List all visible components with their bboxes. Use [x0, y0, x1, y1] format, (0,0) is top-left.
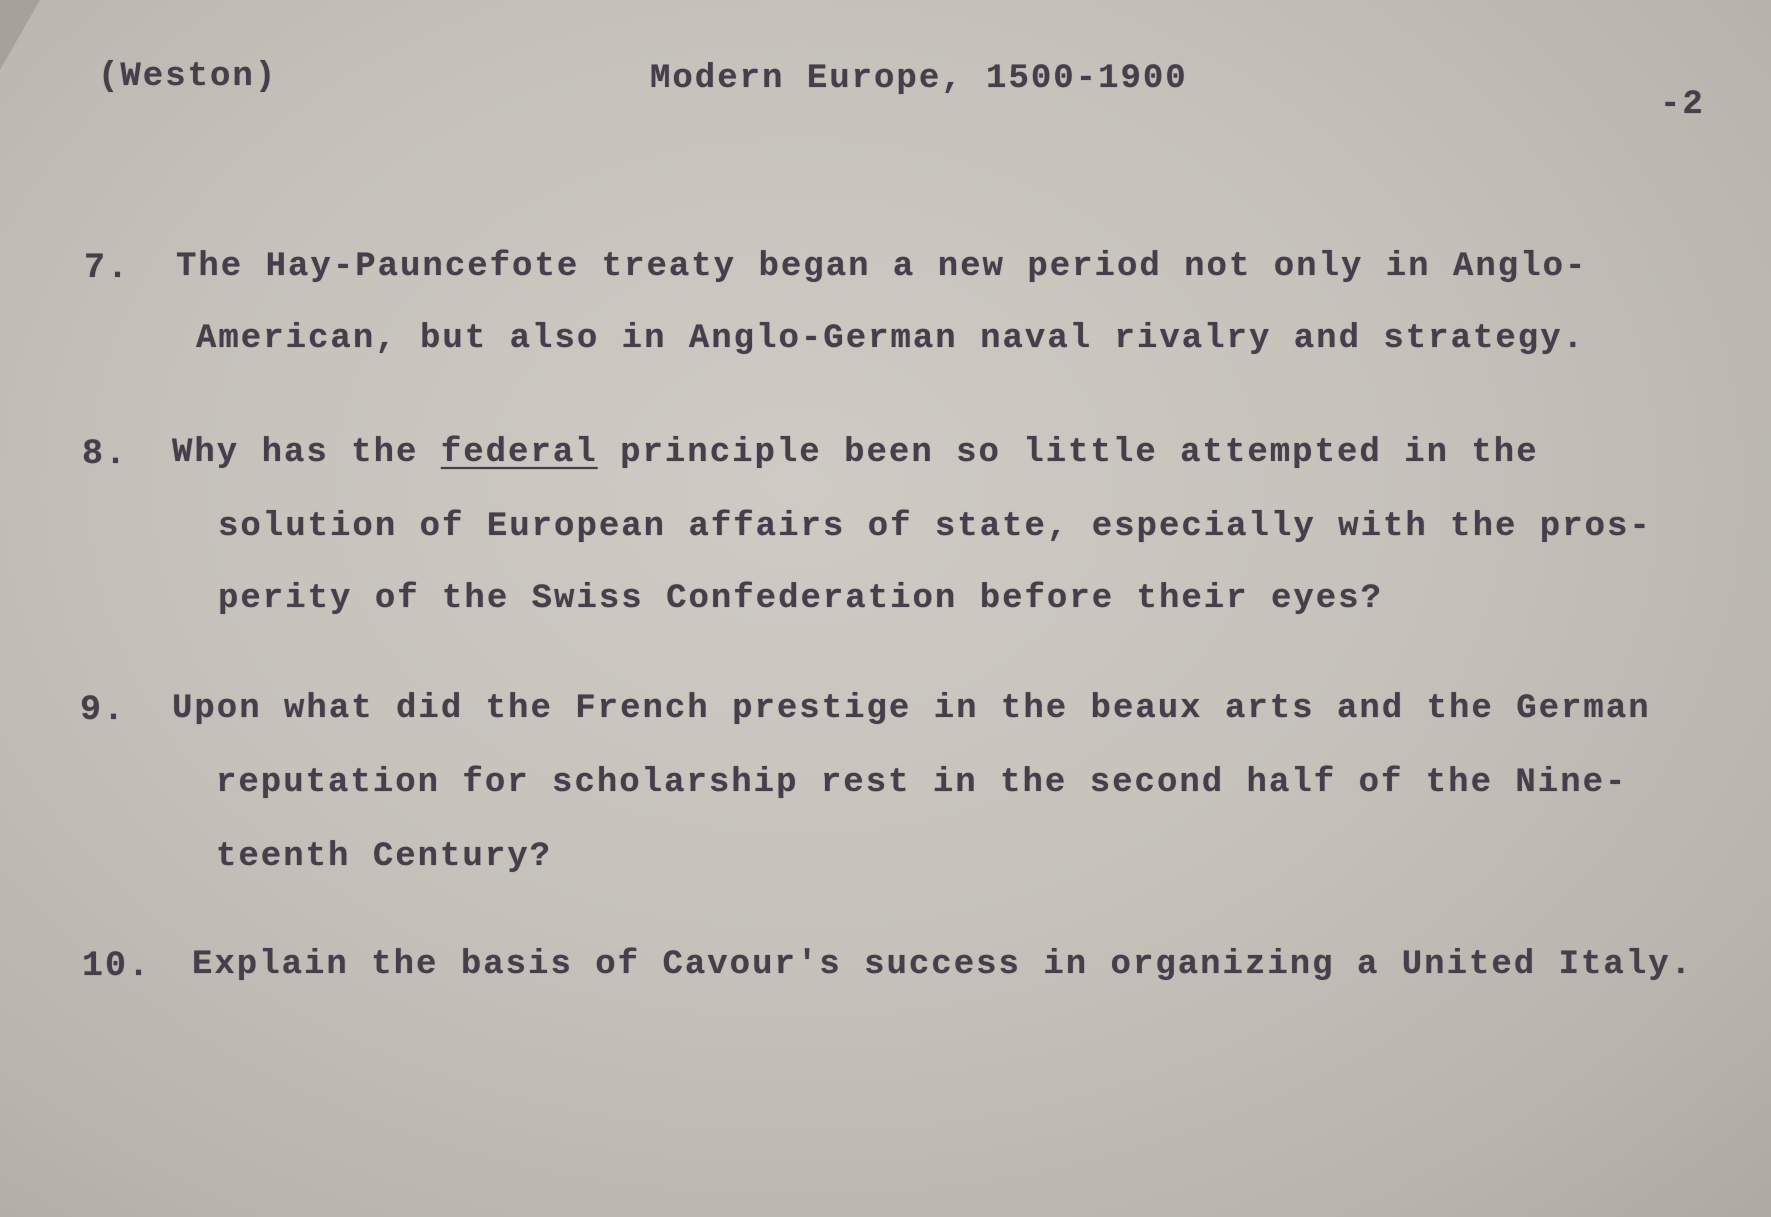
- question-10-line-1: Explain the basis of Cavour's success in organizing a United Italy.: [192, 946, 1694, 984]
- header-course-title: Modern Europe, 1500-1900: [650, 60, 1188, 98]
- question-9-line-1: Upon what did the French prestige in the beaux arts and the German: [172, 690, 1651, 728]
- question-7-number: 7.: [84, 248, 131, 288]
- question-8-underlined-word: federal: [440, 434, 598, 472]
- question-10-number: 10.: [82, 946, 152, 986]
- question-8-line-3: perity of the Swiss Confederation before their eyes?: [218, 580, 1383, 618]
- question-8-number: 8.: [82, 434, 129, 474]
- question-8-line-1: [172, 434, 1539, 472]
- question-8-line-1-pre: Why has the: [172, 434, 441, 472]
- question-8-line-1-post: principle been so little attempted in the: [597, 434, 1539, 472]
- question-9-number: 9.: [80, 690, 127, 730]
- question-8-line-2: solution of European affairs of state, especially with the pros-: [218, 508, 1652, 546]
- header-author: (Weston): [98, 58, 278, 96]
- question-9-line-2: reputation for scholarship rest in the second half of the Nine-: [216, 764, 1628, 802]
- header-page-number: -2: [1660, 86, 1705, 124]
- question-9-line-3: teenth Century?: [216, 838, 553, 876]
- question-7-line-2: American, but also in Anglo-German naval rivalry and strategy.: [196, 320, 1586, 358]
- page-corner-shadow: [0, 0, 40, 70]
- question-7-line-1: The Hay-Pauncefote treaty began a new period not only in Anglo-: [176, 248, 1588, 286]
